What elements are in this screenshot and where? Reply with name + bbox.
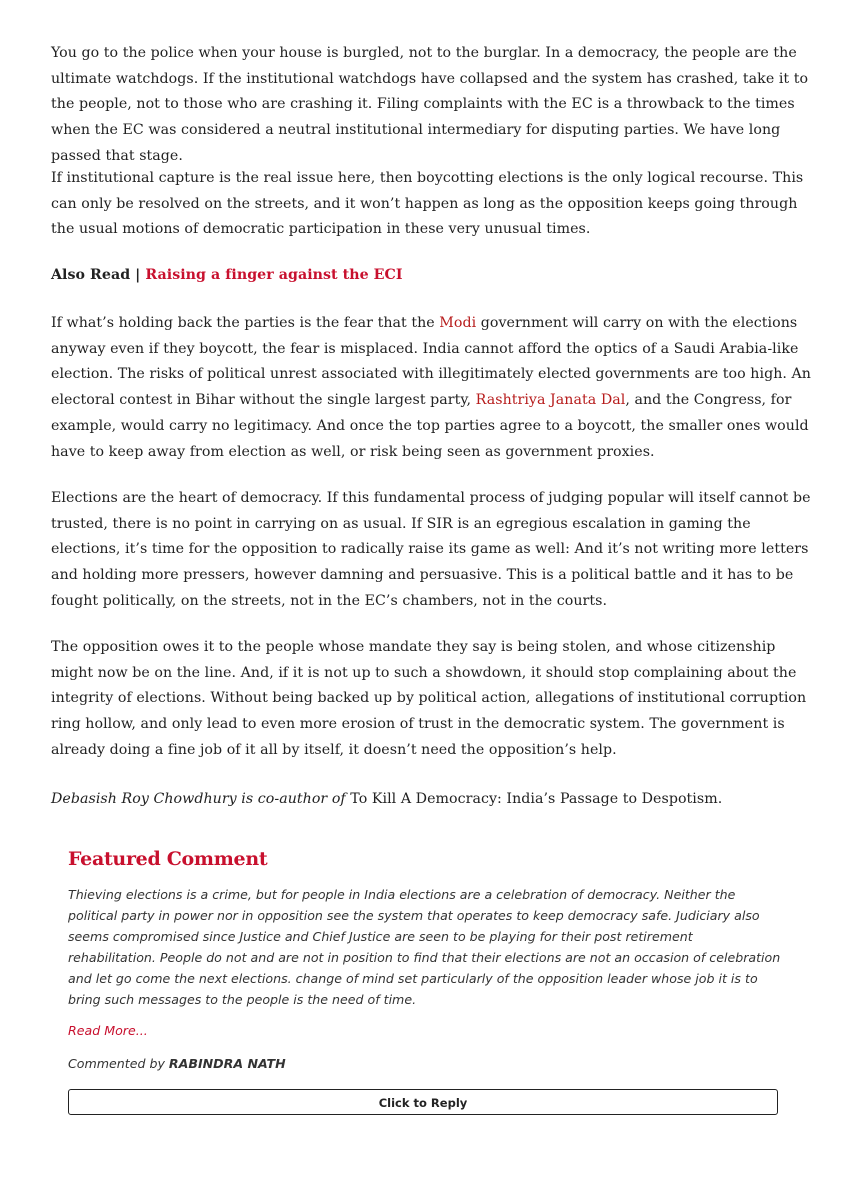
click-to-reply-button[interactable]: Click to Reply <box>68 1089 778 1115</box>
read-more-link[interactable]: Read More... <box>68 1023 148 1038</box>
article-paragraph: Elections are the heart of democracy. If this fundamental process of judging popular will itself cannot be trusted, there is no point in carrying on as usual. If SIR is an egregious escalation in gaming the elections, it’s time for the opposition to radically raise its game as well: And it’s not writing more letters and holding more pressers, however damning and persuasive. This is a political battle and it has to be fought politically, on the streets, not in the EC’s chambers, not in the courts. <box>51 490 811 609</box>
paragraph-text: , and the Congress, for example, would carry no legitimacy. And once the top parties agree to a boycott, the smaller ones would have to keep away from election as well, or risk being seen as government proxies. <box>51 392 809 460</box>
paragraph-text: government will carry on with the elections anyway even if they boycott, the fear is misplaced. India cannot afford the optics of a Saudi Arabia-like election. The risks of political unrest associated with illegitimately elected governments are too high. An electoral contest in Bihar without the single largest party, <box>51 315 811 409</box>
article-paragraph <box>51 311 811 465</box>
rjd-link[interactable]: Rashtriya Janata Dal <box>475 392 626 409</box>
article-paragraph: If institutional capture is the real issue here, then boycotting elections is the only logical recourse. This can only be resolved on the streets, and it won’t happen as long as the opposition keeps going through the usual motions of democratic participation in these very unusual times. <box>51 170 804 238</box>
paragraph-text: If what’s holding back the parties is the fear that the <box>51 315 440 331</box>
commented-by <box>68 1056 286 1071</box>
also-read <box>51 263 811 289</box>
article-paragraph: You go to the police when your house is burgled, not to the burglar. In a democracy, the people are the ultimate watchdogs. If the institutional watchdogs have collapsed and the system has crashed, take it to the people, not to those who are crashing it. Filing complaints with the EC is a throwback to the times when the EC was considered a neutral institutional intermediary for disputing parties. We have long passed that stage. <box>51 45 809 164</box>
commenter-name: RABINDRA NATH <box>168 1056 286 1071</box>
article-paragraph: The opposition owes it to the people whose mandate they say is being stolen, and whose citizenship might now be on the line. And, if it is not up to such a showdown, it should stop complaining about the integrity of elections. Without being backed up by political action, allegations of institutional corruption ring hollow, and only lead to even more erosion of trust in the democratic system. The government is already doing a fine job of it all by itself, it doesn’t need the opposition’s help. <box>51 639 807 758</box>
featured-comment-body: Thieving elections is a crime, but for people in India elections are a celebration of democracy. Neither the political party in power nor in opposition see the system that operates to keep democracy safe. Judiciary also seems compromised since Justice and Chief Justice are seen to be playing for their post retirement rehabilitation. People do not and are not in position to find that their elections are not an occasion of celebration and let go come the next elections. change of mind set particularly of the opposition leader whose job it is to bring such messages to the people is the need of time. <box>68 887 781 1007</box>
featured-comment-title: Featured Comment <box>68 848 268 870</box>
author-note <box>51 787 811 813</box>
author-note-italic: Debasish Roy Chowdhury is co-author of <box>51 791 351 807</box>
also-read-prefix: Also Read | <box>51 267 146 283</box>
book-title: To Kill A Democracy: India’s Passage to Despotism. <box>350 791 723 807</box>
also-read-link[interactable]: Raising a finger against the ECI <box>145 267 403 283</box>
modi-link[interactable]: Modi <box>439 315 477 331</box>
commented-by-label: Commented by <box>68 1056 169 1071</box>
